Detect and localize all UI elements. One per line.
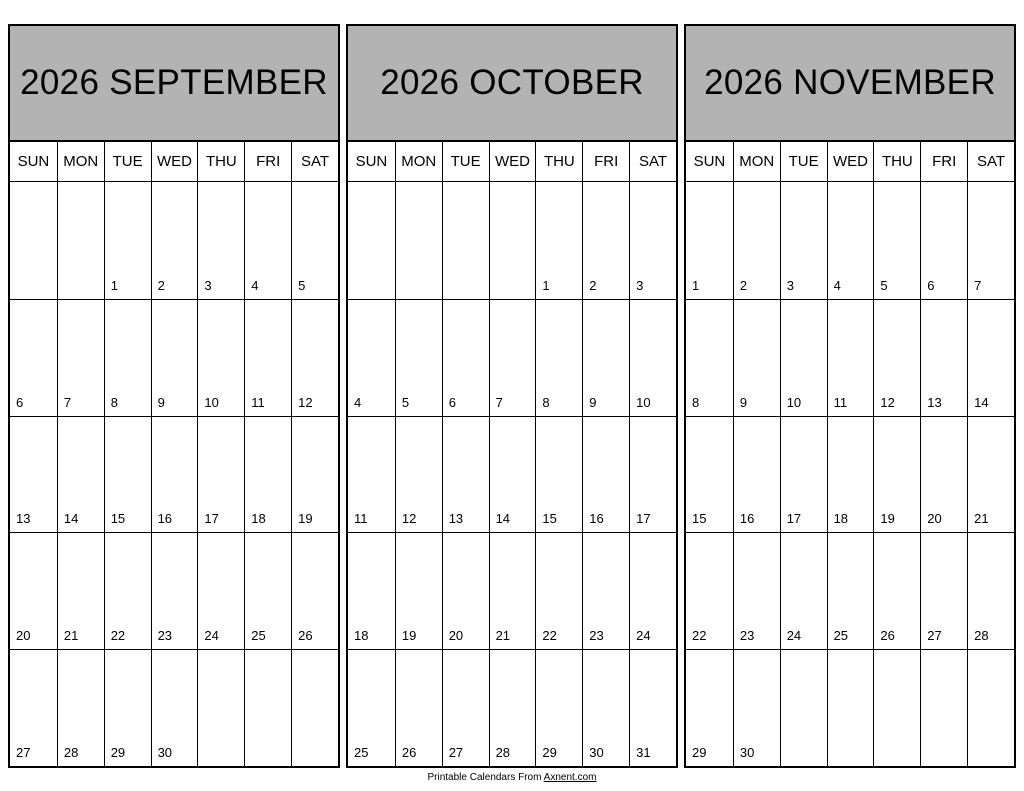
day-cell [780, 299, 827, 416]
day-number: 7 [63, 394, 72, 410]
day-cell [151, 532, 198, 649]
weekday-label: FRI [244, 142, 291, 181]
day-cell [629, 299, 676, 416]
day-grid [686, 182, 1014, 766]
day-grid [10, 182, 338, 766]
day-cell [827, 416, 874, 533]
day-number: 27 [927, 628, 942, 644]
weekday-label: FRI [920, 142, 967, 181]
day-cell [582, 182, 629, 299]
day-cell [244, 649, 291, 766]
day-cell [733, 299, 780, 416]
day-number: 27 [448, 745, 464, 760]
day-number: 4 [251, 277, 259, 293]
month-title: 2026 NOVEMBER [686, 26, 1014, 142]
footer [0, 772, 1024, 783]
day-number: 8 [692, 394, 700, 410]
weekday-label: THU [873, 142, 920, 181]
day-cell [57, 182, 104, 299]
day-cell [920, 299, 967, 416]
day-cell [197, 416, 244, 533]
day-number: 20 [16, 628, 31, 644]
day-cell [629, 182, 676, 299]
weekday-label: TUE [442, 142, 489, 181]
day-number: 13 [16, 511, 31, 527]
day-number: 2 [589, 277, 597, 293]
day-cell [582, 299, 629, 416]
day-cell [733, 182, 780, 299]
day-cell [535, 182, 582, 299]
day-number: 23 [739, 628, 755, 644]
day-number: 1 [692, 277, 700, 293]
day-cell [535, 532, 582, 649]
day-cell [686, 299, 733, 416]
day-number: 20 [448, 628, 464, 644]
day-number: 30 [739, 745, 755, 760]
day-cell [10, 299, 57, 416]
day-cell [827, 182, 874, 299]
day-cell [582, 416, 629, 533]
weekday-label: WED [489, 142, 536, 181]
day-number: 16 [739, 511, 755, 527]
day-number: 15 [542, 511, 557, 527]
day-cell [873, 299, 920, 416]
day-cell [873, 182, 920, 299]
day-cell [686, 649, 733, 766]
day-cell [348, 299, 395, 416]
day-cell [348, 532, 395, 649]
day-cell [291, 299, 338, 416]
day-number: 25 [251, 628, 266, 644]
day-cell [873, 649, 920, 766]
day-cell [348, 416, 395, 533]
day-number: 3 [786, 277, 794, 293]
day-cell [733, 532, 780, 649]
weekday-label: MON [395, 142, 442, 181]
day-cell [57, 416, 104, 533]
day-number: 7 [974, 277, 982, 293]
day-number: 13 [927, 394, 942, 410]
weekday-label: SAT [629, 142, 676, 181]
day-cell [873, 532, 920, 649]
day-cell [967, 649, 1014, 766]
day-cell [827, 532, 874, 649]
day-number: 10 [786, 394, 802, 410]
weekday-label: WED [151, 142, 198, 181]
day-cell [827, 649, 874, 766]
day-cell [442, 532, 489, 649]
day-cell [489, 532, 536, 649]
day-cell [442, 416, 489, 533]
day-number: 27 [16, 745, 31, 760]
day-cell [686, 532, 733, 649]
day-number: 14 [495, 511, 511, 527]
day-number: 25 [354, 745, 369, 760]
weekday-label: SUN [355, 153, 388, 170]
day-number: 5 [880, 277, 888, 293]
day-number: 11 [251, 394, 265, 410]
day-cell [967, 182, 1014, 299]
day-cell [244, 299, 291, 416]
day-cell [57, 532, 104, 649]
day-cell [104, 416, 151, 533]
day-number: 4 [833, 277, 841, 293]
day-cell [967, 532, 1014, 649]
day-number: 5 [401, 394, 410, 410]
day-cell [686, 416, 733, 533]
day-number: 16 [157, 511, 173, 527]
day-cell [733, 649, 780, 766]
day-cell [582, 532, 629, 649]
day-number: 18 [251, 511, 266, 527]
day-cell [395, 299, 442, 416]
day-number: 9 [157, 394, 165, 410]
day-number: 31 [636, 745, 651, 760]
day-cell [395, 416, 442, 533]
day-cell [57, 649, 104, 766]
day-cell [535, 649, 582, 766]
day-cell [197, 532, 244, 649]
day-number: 21 [495, 628, 511, 644]
day-number: 22 [692, 628, 707, 644]
day-number: 3 [204, 277, 212, 293]
day-cell [920, 649, 967, 766]
day-number: 11 [833, 394, 848, 410]
day-cell [489, 182, 536, 299]
weekday-header-row [686, 142, 1014, 182]
day-cell [10, 649, 57, 766]
day-number: 1 [542, 277, 550, 293]
day-cell [151, 299, 198, 416]
day-cell [395, 649, 442, 766]
day-cell [10, 532, 57, 649]
day-cell [151, 416, 198, 533]
day-cell [442, 299, 489, 416]
day-number: 6 [16, 394, 24, 410]
day-cell [10, 416, 57, 533]
day-number: 30 [589, 745, 604, 760]
day-number: 20 [927, 511, 942, 527]
weekday-label: SUN [17, 153, 50, 170]
day-cell [10, 182, 57, 299]
day-number: 28 [63, 745, 79, 760]
day-number: 24 [786, 628, 802, 644]
day-cell [57, 299, 104, 416]
day-cell [827, 299, 874, 416]
day-cell [291, 532, 338, 649]
day-cell [920, 532, 967, 649]
weekday-label: SAT [967, 142, 1014, 181]
month-title: 2026 OCTOBER [348, 26, 676, 142]
day-cell [780, 416, 827, 533]
day-cell [197, 182, 244, 299]
day-number: 18 [354, 628, 369, 644]
day-number: 28 [974, 628, 989, 644]
weekday-label: THU [197, 142, 244, 181]
month-calendar [346, 24, 678, 768]
day-cell [244, 532, 291, 649]
weekday-label: FRI [582, 142, 629, 181]
day-number: 26 [401, 745, 417, 760]
day-cell [442, 649, 489, 766]
day-number: 14 [974, 394, 989, 410]
day-number: 17 [786, 511, 802, 527]
day-cell [733, 416, 780, 533]
day-number: 2 [157, 277, 165, 293]
day-number: 17 [204, 511, 219, 527]
day-cell [629, 649, 676, 766]
day-number: 14 [63, 511, 79, 527]
day-cell [395, 532, 442, 649]
day-cell [104, 649, 151, 766]
weekday-label: THU [535, 142, 582, 181]
day-cell [489, 416, 536, 533]
day-number: 4 [354, 394, 362, 410]
day-cell [197, 649, 244, 766]
day-number: 24 [204, 628, 219, 644]
day-cell [151, 649, 198, 766]
day-number: 24 [636, 628, 651, 644]
day-number: 19 [880, 511, 895, 527]
footer-link[interactable]: Axnent.com [543, 772, 597, 783]
day-number: 23 [157, 628, 173, 644]
day-cell [104, 182, 151, 299]
day-number: 16 [589, 511, 604, 527]
day-cell [244, 416, 291, 533]
weekday-label: WED [827, 142, 874, 181]
day-number: 15 [692, 511, 707, 527]
day-number: 25 [833, 628, 849, 644]
day-cell [780, 532, 827, 649]
day-number: 21 [63, 628, 79, 644]
day-number: 15 [110, 511, 126, 527]
day-number: 22 [110, 628, 126, 644]
day-cell [197, 299, 244, 416]
day-cell [104, 299, 151, 416]
day-cell [291, 649, 338, 766]
day-number: 9 [589, 394, 597, 410]
day-number: 29 [110, 745, 126, 760]
day-number: 13 [448, 511, 464, 527]
weekday-header-row [348, 142, 676, 182]
day-number: 6 [448, 394, 456, 410]
weekday-header-row [10, 142, 338, 182]
day-cell [967, 416, 1014, 533]
day-number: 10 [636, 394, 651, 410]
weekday-label: MON [57, 142, 104, 181]
day-number: 23 [589, 628, 604, 644]
weekday-label: TUE [104, 142, 151, 181]
day-cell [442, 182, 489, 299]
day-number: 12 [298, 394, 313, 410]
day-number: 22 [542, 628, 557, 644]
day-number: 8 [110, 394, 118, 410]
day-number: 26 [298, 628, 313, 644]
day-cell [104, 532, 151, 649]
month-calendar [684, 24, 1016, 768]
day-cell [151, 182, 198, 299]
day-cell [780, 649, 827, 766]
day-number: 12 [880, 394, 895, 410]
day-cell [920, 182, 967, 299]
day-number: 7 [495, 394, 503, 410]
weekday-label: SUN [693, 153, 726, 170]
day-cell [535, 299, 582, 416]
day-number: 19 [298, 511, 313, 527]
day-cell [291, 182, 338, 299]
weekday-label: TUE [780, 142, 827, 181]
day-number: 21 [974, 511, 989, 527]
day-number: 9 [739, 394, 748, 410]
day-number: 17 [636, 511, 651, 527]
day-cell [244, 182, 291, 299]
day-cell [582, 649, 629, 766]
day-cell [395, 182, 442, 299]
day-number: 12 [401, 511, 417, 527]
day-number: 30 [157, 745, 173, 760]
day-number: 11 [354, 511, 368, 527]
day-number: 2 [739, 277, 748, 293]
day-number: 26 [880, 628, 895, 644]
day-cell [967, 299, 1014, 416]
day-cell [348, 182, 395, 299]
weekday-label: SAT [291, 142, 338, 181]
day-number: 18 [833, 511, 849, 527]
month-calendar [8, 24, 340, 768]
day-number: 5 [298, 277, 306, 293]
day-number: 1 [110, 277, 118, 293]
weekday-label: MON [733, 142, 780, 181]
day-cell [780, 182, 827, 299]
day-number: 29 [542, 745, 557, 760]
day-cell [873, 416, 920, 533]
footer-text: Printable Calendars From [427, 772, 542, 783]
day-grid [348, 182, 676, 766]
day-number: 8 [542, 394, 550, 410]
day-cell [686, 182, 733, 299]
day-cell [629, 532, 676, 649]
day-number: 28 [495, 745, 511, 760]
day-cell [489, 649, 536, 766]
day-cell [489, 299, 536, 416]
month-title: 2026 SEPTEMBER [10, 26, 338, 142]
day-number: 29 [692, 745, 707, 760]
day-number: 6 [927, 277, 935, 293]
day-cell [920, 416, 967, 533]
day-cell [535, 416, 582, 533]
day-cell [629, 416, 676, 533]
day-number: 3 [636, 277, 644, 293]
day-cell [348, 649, 395, 766]
day-number: 10 [204, 394, 219, 410]
day-number: 19 [401, 628, 417, 644]
day-cell [291, 416, 338, 533]
